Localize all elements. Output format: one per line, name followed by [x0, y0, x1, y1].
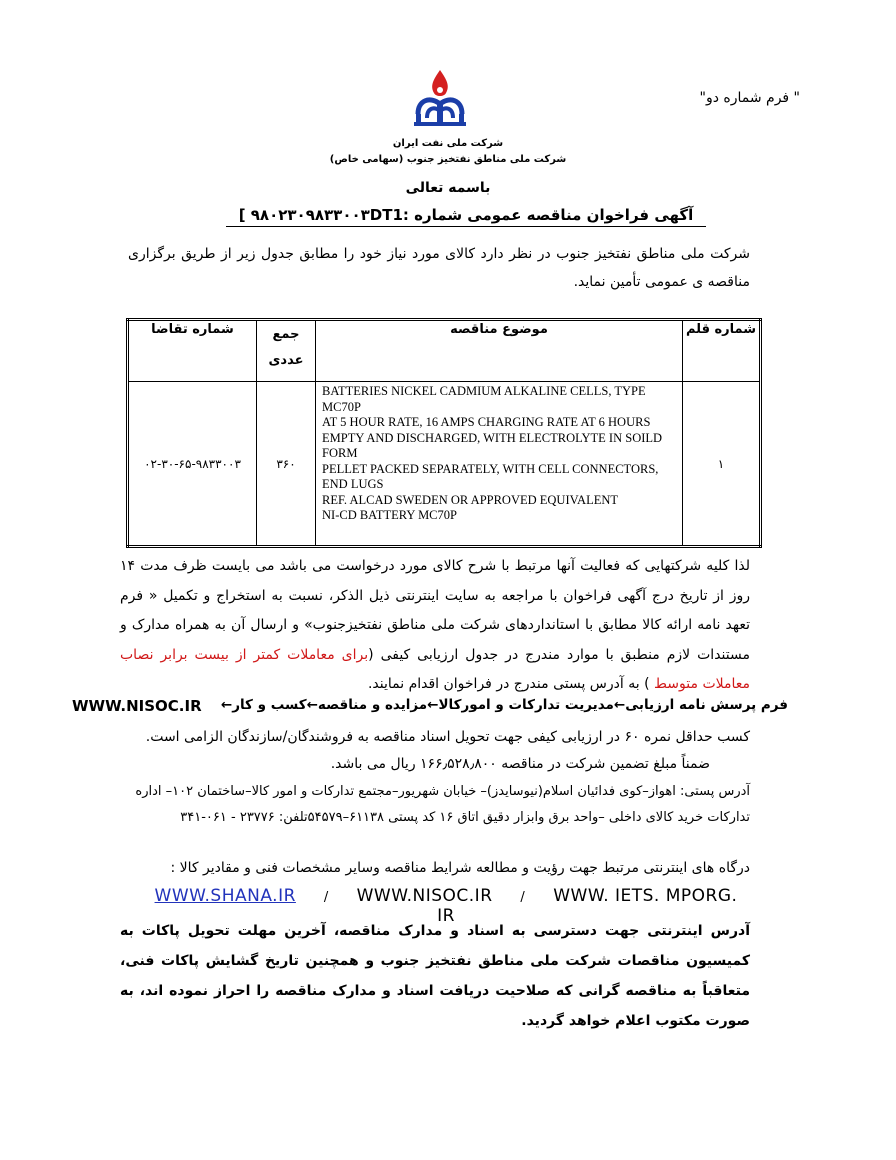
shana-link[interactable]: WWW.SHANA.IR: [154, 886, 296, 906]
instructions-text: لذا کلیه شرکتهایی که فعالیت آنها مرتبط با شرح کالای مورد درخواست می باشد می بایست ظرف مدت ۱۴ روز از تاریخ درج آگهی فراخوان با مراجعه به سایت اینترنتی ذیل الذکر، نسبت به استخراج و تکمیل « فرم تعهد نامه ارائه کالا مطابق با استانداردهای شرکت ملی مناطق نفتخیزجنوب» و ارسال آن به همراه مدارک و مستندات لازم منطبق با موارد مندرج در جدول ارزیابی کیفی (: [120, 558, 750, 663]
form-number-label: " فرم شماره دو": [699, 90, 800, 106]
company-subname: شرکت ملی مناطق نفتخیز جنوب (سهامی خاص): [329, 154, 567, 165]
description-line: AT 5 HOUR RATE, 16 AMPS CHARGING RATE AT 6 HOURS: [322, 415, 651, 429]
description-line: NI-CD BATTERY MC70P: [322, 508, 457, 522]
tender-items-table: [126, 318, 762, 548]
header-quantity: جمع عددی: [257, 320, 316, 382]
basmala-heading: باسمه تعالی: [405, 180, 491, 196]
description-line: EMPTY AND DISCHARGED, WITH ELECTROLYTE IN SOILD FORM: [322, 430, 663, 460]
intro-paragraph: شرکت ملی مناطق نفتخیز جنوب در نظر دارد کالای مورد نیاز خود را مطابق جدول زیر از طریق برگزاری مناقصه ی عمومی تأمین نماید.: [128, 246, 750, 290]
company-name: شرکت ملی نفت ایران: [392, 138, 504, 149]
final-notice: آدرس اینترنتی جهت دسترسی به اسناد و مدارک مناقصه، آخرین مهلت تحویل پاکات به کمیسیون مناقصات شرکت ملی مناطق نفتخیز جنوب و همچنین تاریخ گشایش پاکات فنی، متعاقباً به مناقصه گرانی که صلاحیت دریافت اسناد و مدارک مناقصه را احراز نموده اند، به صورت مکتوب اعلام خواهد گردید.: [120, 923, 750, 1029]
nioc-logo-icon: [400, 66, 480, 136]
description-line: BATTERIES NICKEL CADMIUM ALKALINE CELLS, TYPE MC70P: [322, 384, 646, 414]
header-item-no: شماره قلم: [683, 320, 761, 382]
cell-item-no: ۱: [683, 382, 761, 547]
threshold-note: برای معاملات کمتر از بیست برابر نصاب معاملات متوسط: [120, 646, 750, 692]
form-navigation-path: [72, 697, 788, 715]
cell-description: [316, 382, 683, 547]
iets-link[interactable]: WWW. IETS. MPORG. IR: [437, 886, 738, 926]
cell-quantity: ۳۶۰: [257, 382, 316, 547]
cell-request-no: ۰۲-۳۰-۶۵-۹۸۳۳۰۰۳: [128, 382, 257, 547]
instructions-paragraph: [120, 552, 750, 700]
table-row: [128, 382, 761, 547]
header-subject: موضوع مناقصه: [316, 320, 683, 382]
tender-title: آگهی فراخوان مناقصه عمومی شماره :۹۸۰۲۳۰۹۸۳۳۰۰۳DT1 ]: [226, 206, 706, 227]
min-score-note: کسب حداقل نمره ۶۰ در ارزیابی کیفی جهت تحویل اسناد مناقصه به فروشندگان/سازندگان الزامی است.: [145, 729, 750, 745]
instructions-text-end: ) به آدرس پستی مندرج در فراخوان اقدام نمایند.: [367, 676, 655, 692]
evaluation-paragraph: [120, 724, 750, 778]
nisoc-site-link[interactable]: WWW.NISOC.IR: [72, 697, 202, 715]
description-line: REF. ALCAD SWEDEN OR APPROVED EQUIVALENT: [322, 492, 619, 507]
guarantee-amount-note: ضمناً مبلغ تضمین شرکت در مناقصه ۱۶۶٫۵۲۸٫۸۰۰ ریال می باشد.: [330, 756, 710, 772]
header-request-no: شماره تقاضا: [128, 320, 257, 382]
portals-intro: درگاه های اینترنتی مرتبط جهت رؤیت و مطالعه شرایط مناقصه وسایر مشخصات فنی و مقادیر کالا :: [170, 860, 750, 876]
link-separator: /: [323, 890, 329, 905]
nisoc-link[interactable]: WWW.NISOC.IR: [356, 886, 493, 906]
link-separator: /: [520, 890, 526, 905]
table-header-row: [128, 320, 761, 382]
description-line: PELLET PACKED SEPARATELY, WITH CELL CONNECTORS, END LUGS: [322, 461, 659, 491]
form-path-text: فرم پرسش نامه ارزیابی←مدیریت تدارکات و امورکالا←مزایده و مناقصه←کسب و کار←: [220, 697, 788, 713]
postal-address: آدرس پستی: اهواز–کوی فدائیان اسلام(نیوسایدز)– خیابان شهریور–مجتمع تدارکات و امور کالا–ساختمان ۱۰۲– اداره تدارکات خرید کالای داخلی –واحد برق وابزار دقیق اتاق ۱۶ کد پستی ۶۱۱۳۸–۵۴۵۷۹تلفن: ۲۳۷۷۶ - ۰۶۱-۳۴۱: [135, 784, 750, 825]
